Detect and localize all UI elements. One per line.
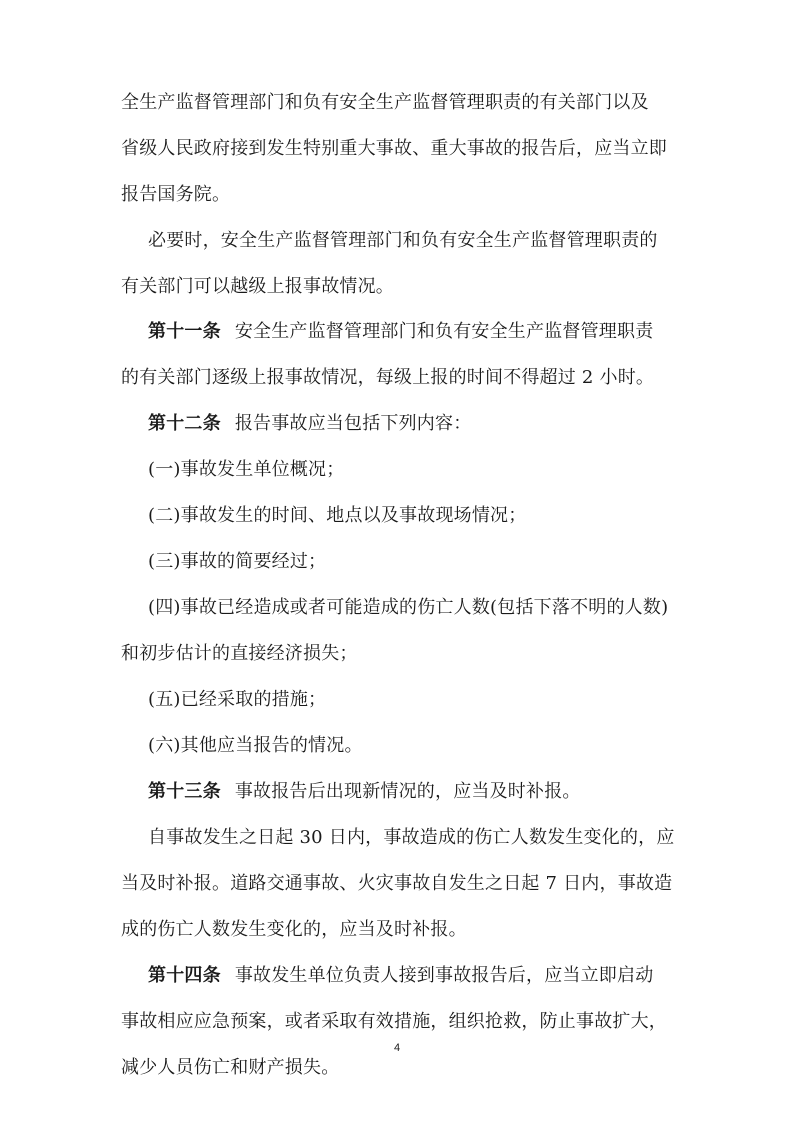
article-text: 事故发生单位负责人接到事故报告后，应当立即启动 [234, 965, 654, 986]
article-label: 第十三条 [148, 781, 221, 802]
article-label: 第十四条 [148, 965, 221, 986]
article-label: 第十一条 [148, 321, 221, 342]
page-number: 4 [393, 1042, 401, 1054]
list-item: (二)事故发生的时间、地点以及事故现场情况； [148, 505, 527, 526]
paragraph-line: 事故相应应急预案，或者采取有效措施，组织抢救，防止事故扩大， [121, 1011, 667, 1032]
paragraph-line: 当及时补报。道路交通事故、火灾事故自发生之日起 7 日内，事故造 [121, 873, 673, 894]
paragraph-line: 省级人民政府接到发生特别重大事故、重大事故的报告后，应当立即 [121, 138, 667, 159]
paragraph-line: 的有关部门逐级上报事故情况，每级上报的时间不得超过 2 小时。 [121, 367, 655, 388]
list-item: (三)事故的简要经过； [148, 551, 327, 572]
list-item: (四)事故已经造成或者可能造成的伤亡人数(包括下落不明的人数) [148, 597, 669, 618]
article-line [148, 412, 708, 436]
paragraph-line: 成的伤亡人数发生变化的，应当及时补报。 [121, 919, 467, 940]
paragraph-line: 减少人员伤亡和财产损失。 [121, 1057, 340, 1078]
article-line [148, 964, 708, 988]
article-label: 第十二条 [148, 413, 221, 434]
paragraph-line: 报告国务院。 [121, 184, 231, 205]
paragraph-line: 必要时，安全生产监督管理部门和负有安全生产监督管理职责的 [148, 230, 658, 251]
list-item: (六)其他应当报告的情况。 [148, 735, 363, 756]
article-line [148, 320, 708, 344]
article-text: 报告事故应当包括下列内容： [234, 413, 472, 434]
list-item: (五)已经采取的措施； [148, 689, 327, 710]
article-line [148, 780, 708, 804]
article-text: 安全生产监督管理部门和负有安全生产监督管理职责 [234, 321, 654, 342]
paragraph-line: 有关部门可以越级上报事故情况。 [121, 276, 394, 297]
list-item-continuation: 和初步估计的直接经济损失； [121, 643, 358, 664]
paragraph-line: 全生产监督管理部门和负有安全生产监督管理职责的有关部门以及 [121, 92, 649, 113]
article-text: 事故报告后出现新情况的，应当及时补报。 [234, 781, 581, 802]
paragraph-line: 自事故发生之日起 30 日内，事故造成的伤亡人数发生变化的，应 [148, 827, 675, 848]
list-item: (一)事故发生单位概况； [148, 459, 345, 480]
